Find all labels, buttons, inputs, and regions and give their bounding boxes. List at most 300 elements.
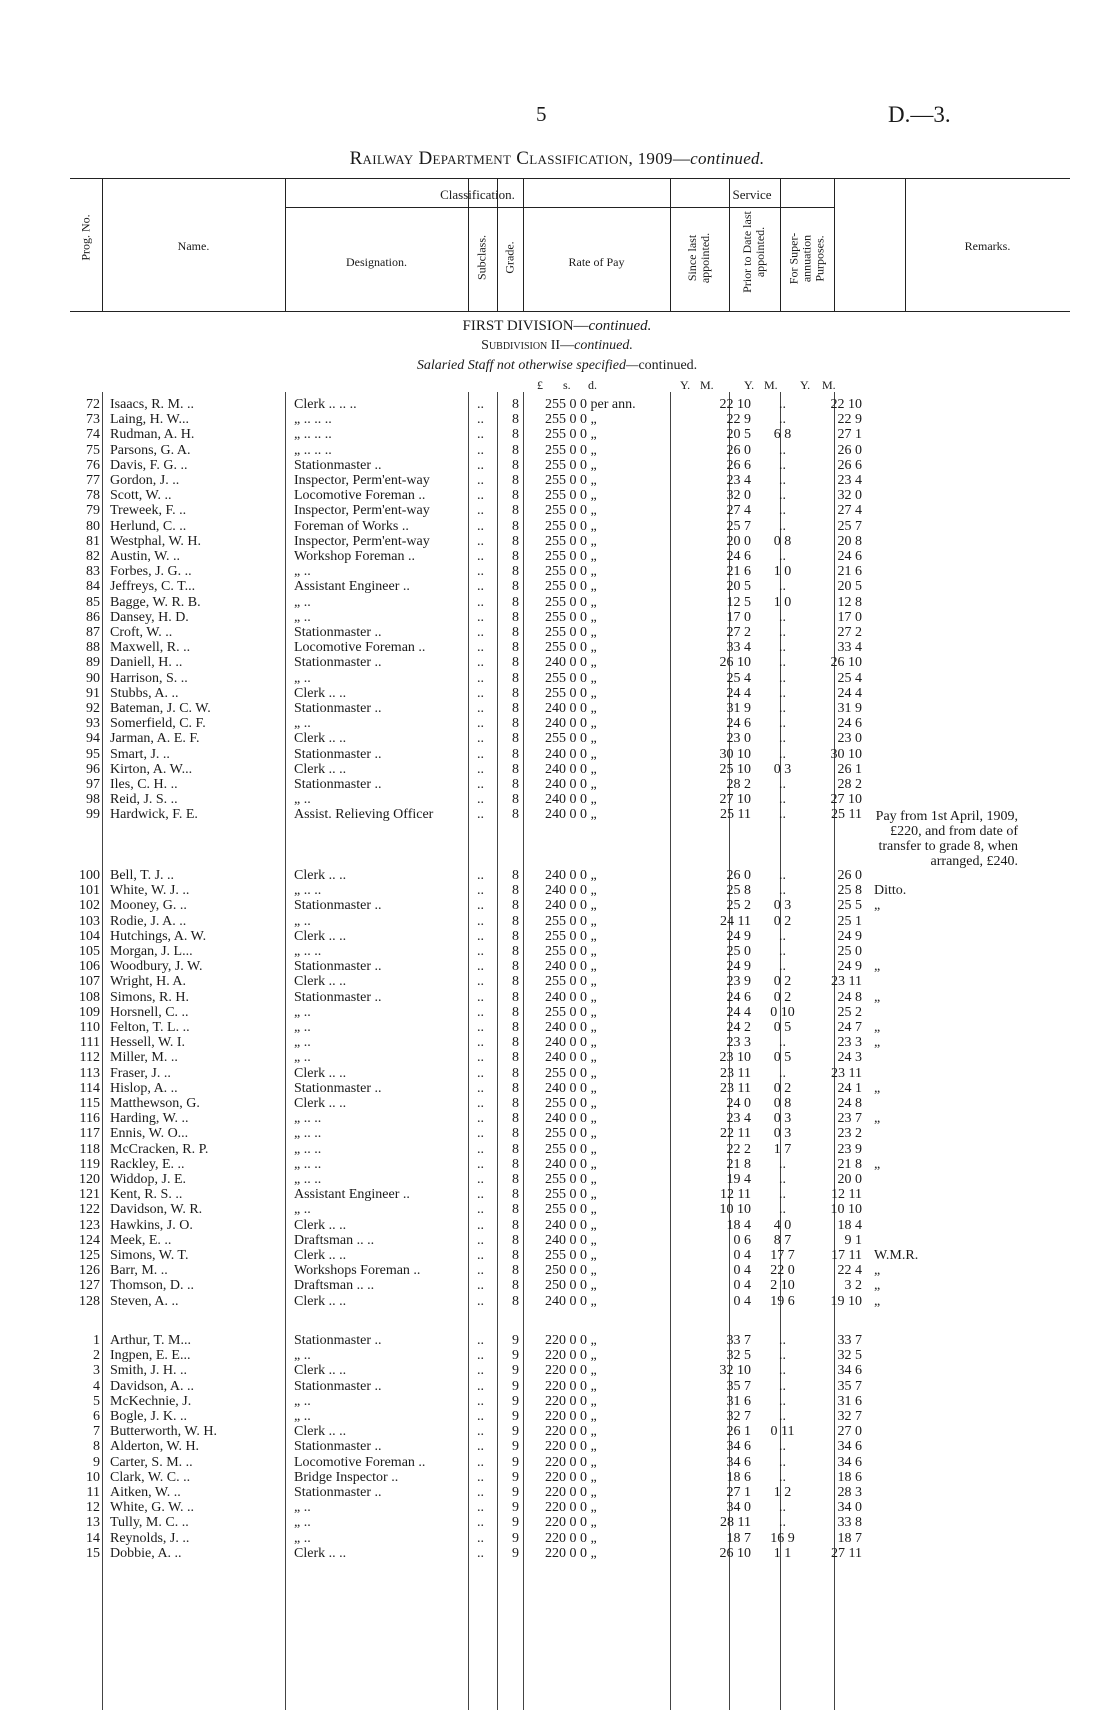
prior-to-date-cell: 0 2 (773, 989, 792, 1005)
prog-no-cell: 85 (86, 594, 100, 610)
staff-continued: continued. (638, 358, 698, 373)
designation-cell: Clerk .. .. (294, 1424, 347, 1440)
superannuation-cell: 22 4 (837, 1263, 862, 1279)
remarks-cell (868, 610, 1024, 625)
grade-cell: 8 (512, 1263, 519, 1279)
designation-cell: Inspector, Perm'ent-way (294, 503, 430, 519)
prog-no-cell: 1 (93, 1333, 100, 1348)
staff-heading (0, 358, 1114, 374)
name-cell: White, G. W. .. (110, 1500, 194, 1516)
name-cell: Alderton, W. H. (110, 1439, 200, 1455)
prog-no-cell: 86 (86, 609, 100, 625)
name-cell: Stubbs, A. .. (110, 685, 179, 701)
name-cell: Smith, J. H. .. (110, 1363, 188, 1379)
designation-cell: „ .. (294, 913, 311, 929)
prior-to-date-cell: .. (779, 1172, 786, 1188)
rate-of-pay-cell: 240 0 0 „ (545, 1080, 597, 1096)
rate-of-pay-cell: 220 0 0 „ (545, 1485, 597, 1501)
subclass-cell: .. (477, 1393, 484, 1409)
since-header: Since last appointed. (685, 232, 712, 284)
remarks-cell (868, 762, 1024, 777)
rate-of-pay-cell: 255 0 0 „ (545, 473, 597, 489)
rate-of-pay-cell: 220 0 0 „ (545, 1363, 597, 1379)
subclass-cell: .. (477, 1293, 484, 1309)
name-cell: Felton, T. L. .. (110, 1020, 190, 1036)
rate-of-pay-cell: 240 0 0 „ (545, 1232, 597, 1248)
prog-no-cell: 97 (86, 777, 100, 793)
remarks-cell (868, 1515, 1024, 1530)
table-row (70, 1294, 1024, 1309)
subclass-cell: .. (477, 640, 484, 656)
prior-to-date-cell: .. (779, 928, 786, 944)
prog-no-cell: 103 (79, 913, 100, 929)
division-continued: continued. (588, 318, 652, 334)
subclass-cell: .. (477, 488, 484, 504)
subclass-cell: .. (477, 397, 484, 412)
superannuation-cell: 22 10 (830, 397, 862, 412)
since-last-cell: 21 6 (726, 564, 751, 580)
rate-of-pay-cell: 255 0 0 „ (545, 609, 597, 625)
name-cell: Croft, W. .. (110, 625, 173, 641)
rate-of-pay-cell: 255 0 0 „ (545, 503, 597, 519)
name-cell: Westphal, W. H. (110, 533, 202, 549)
since-last-cell: 31 6 (726, 1393, 751, 1409)
prog-no-cell: 119 (79, 1156, 100, 1172)
since-last-cell: 34 6 (726, 1439, 751, 1455)
remarks-cell (868, 1531, 1024, 1546)
designation-cell: Bridge Inspector .. (294, 1469, 399, 1485)
prior-to-date-cell: .. (779, 731, 786, 747)
since-last-cell: 23 4 (726, 473, 751, 489)
superannuation-cell: 23 7 (837, 1111, 862, 1127)
designation-cell: Stationmaster .. (294, 1080, 382, 1096)
superannuation-cell: 26 0 (837, 442, 862, 458)
name-cell: Reynolds, J. .. (110, 1530, 190, 1546)
remarks-cell (868, 914, 1024, 929)
subclass-cell: .. (477, 1409, 484, 1425)
remarks-cell (868, 1050, 1024, 1065)
prog-no-cell: 82 (86, 549, 100, 565)
prior-to-date-cell: 0 8 (773, 533, 792, 549)
name-cell: Bell, T. J. .. (110, 868, 175, 883)
table-row (70, 671, 1024, 686)
grade-cell: 8 (512, 1187, 519, 1203)
superannuation-cell: 24 6 (837, 549, 862, 565)
prog-no-cell: 72 (86, 397, 100, 412)
designation-cell: Clerk .. .. (294, 868, 347, 883)
designation-cell: Stationmaster .. (294, 1485, 382, 1501)
designation-cell: „ .. .. (294, 1156, 322, 1172)
grade-cell: 8 (512, 959, 519, 975)
grade-cell: 8 (512, 716, 519, 732)
superannuation-cell: 33 8 (837, 1515, 862, 1531)
prog-no-cell: 118 (79, 1141, 100, 1157)
subclass-cell: .. (477, 412, 484, 428)
remarks-cell (868, 473, 1024, 488)
grade-cell: 8 (512, 640, 519, 656)
prior-to-date-cell: 22 0 (770, 1263, 795, 1279)
grade-cell: 8 (512, 685, 519, 701)
superannuation-cell: 20 0 (837, 1172, 862, 1188)
prog-no-cell: 10 (86, 1469, 100, 1485)
superannuation-cell: 35 7 (837, 1378, 862, 1394)
subclass-cell: .. (477, 731, 484, 747)
prog-no-cell: 80 (86, 518, 100, 534)
prior-to-date-cell: .. (779, 1515, 786, 1531)
prior-to-date-cell: .. (779, 792, 786, 808)
rate-of-pay-cell: 255 0 0 „ (545, 579, 597, 595)
title-main: Railway Department Classification (349, 148, 629, 169)
name-cell: Steven, A. .. (110, 1293, 179, 1309)
rate-of-pay-cell: 255 0 0 „ (545, 1202, 597, 1218)
table-row (70, 1157, 1024, 1172)
table-row (70, 1500, 1024, 1515)
prog-no-cell: 94 (86, 731, 100, 747)
subclass-cell: .. (477, 1378, 484, 1394)
grade-cell: 8 (512, 549, 519, 565)
grade-cell: 9 (512, 1348, 519, 1364)
superannuation-cell: 24 8 (837, 1096, 862, 1112)
name-cell: Gordon, J. .. (110, 473, 180, 489)
name-cell: Reid, J. S. .. (110, 792, 178, 808)
subclass-cell: .. (477, 1035, 484, 1051)
prog-no-cell: 99 (86, 807, 100, 823)
unit-m1: M. (700, 378, 714, 392)
prior-header: Prior to Date last appointed. (740, 211, 767, 293)
designation-cell: „ .. .. (294, 1141, 322, 1157)
superannuation-cell: 3 2 (844, 1278, 862, 1294)
grade-cell: 8 (512, 1020, 519, 1036)
prog-no-cell: 125 (79, 1248, 100, 1264)
rate-of-pay-cell: 220 0 0 „ (545, 1500, 597, 1516)
prior-to-date-cell: .. (779, 1187, 786, 1203)
superannuation-cell: 24 9 (837, 959, 862, 975)
remarks-cell (868, 1096, 1024, 1111)
grade-cell: 8 (512, 1126, 519, 1142)
rate-of-pay-cell: 240 0 0 „ (545, 807, 597, 823)
remarks-cell (868, 1500, 1024, 1515)
prog-no-cell: 122 (79, 1202, 100, 1218)
since-last-cell: 26 10 (719, 655, 751, 671)
prior-to-date-cell: .. (779, 1454, 786, 1470)
prog-no-cell: 91 (86, 685, 100, 701)
prog-no-cell: 112 (79, 1050, 100, 1066)
table-row (70, 534, 1024, 549)
since-last-cell: 0 6 (733, 1232, 751, 1248)
since-last-cell: 24 11 (720, 913, 751, 929)
designation-cell: „ .. .. (294, 1172, 322, 1188)
grade-cell: 8 (512, 701, 519, 717)
rate-of-pay-cell: 250 0 0 „ (545, 1263, 597, 1279)
since-last-cell: 0 4 (733, 1293, 751, 1309)
superannuation-cell: 31 9 (837, 701, 862, 717)
name-cell: Barr, M. .. (110, 1263, 168, 1279)
superannuation-cell: 33 4 (837, 640, 862, 656)
prog-no-cell: 13 (86, 1515, 100, 1531)
classification-header: Classification. (440, 187, 515, 202)
since-last-cell: 27 1 (726, 1485, 751, 1501)
remarks-cell (868, 944, 1024, 959)
table-row (70, 488, 1024, 503)
rate-of-pay-cell: 255 0 0 „ (545, 1096, 597, 1112)
prior-to-date-cell: 1 2 (773, 1485, 792, 1501)
superannuation-cell: 21 8 (837, 1156, 862, 1172)
remarks-cell (868, 1172, 1024, 1187)
rate-of-pay-cell: 240 0 0 „ (545, 1293, 597, 1309)
remarks-cell (868, 686, 1024, 701)
superannuation-cell: 25 4 (837, 670, 862, 686)
rate-of-pay-cell: 240 0 0 „ (545, 701, 597, 717)
table-row (70, 473, 1024, 488)
rate-of-pay-cell: 255 0 0 „ (545, 625, 597, 641)
remarks-cell (868, 1333, 1024, 1348)
prog-no-cell: 113 (79, 1065, 100, 1081)
prior-to-date-cell: .. (779, 1393, 786, 1409)
designation-cell: Clerk .. .. .. (294, 397, 357, 412)
superannuation-cell: 34 6 (837, 1439, 862, 1455)
rate-of-pay-cell: 220 0 0 „ (545, 1545, 597, 1561)
subclass-cell: .. (477, 1439, 484, 1455)
since-last-cell: 23 11 (720, 1080, 751, 1096)
rate-of-pay-cell: 220 0 0 „ (545, 1348, 597, 1364)
superannuation-cell: 20 8 (837, 533, 862, 549)
designation-cell: Stationmaster .. (294, 746, 382, 762)
designation-cell: Assistant Engineer .. (294, 1187, 410, 1203)
prog-no-cell: 108 (79, 989, 100, 1005)
superannuation-cell: 31 6 (837, 1393, 862, 1409)
prog-no-cell: 9 (93, 1454, 100, 1470)
designation-cell: Locomotive Foreman .. (294, 1454, 426, 1470)
grade-cell: 8 (512, 1096, 519, 1112)
table-row (70, 1531, 1024, 1546)
subclass-cell: .. (477, 549, 484, 565)
table-row (70, 1066, 1024, 1081)
prior-to-date-cell: .. (779, 959, 786, 975)
superannuation-cell: 26 1 (837, 761, 862, 777)
prior-to-date-cell: .. (779, 883, 786, 899)
designation-cell: Assist. Relieving Officer (294, 807, 434, 823)
prior-to-date-cell: .. (779, 640, 786, 656)
since-last-cell: 25 4 (726, 670, 751, 686)
name-cell: Tully, M. C. .. (110, 1515, 189, 1531)
rate-of-pay-cell: 255 0 0 „ (545, 442, 597, 458)
rate-of-pay-cell: 240 0 0 „ (545, 883, 597, 899)
prog-no-cell: 95 (86, 746, 100, 762)
grade-cell: 8 (512, 913, 519, 929)
since-last-cell: 24 6 (726, 989, 751, 1005)
table-row (70, 990, 1024, 1005)
designation-cell: Stationmaster .. (294, 701, 382, 717)
superannuation-cell: 27 0 (837, 1424, 862, 1440)
table-row (70, 716, 1024, 731)
rate-of-pay-cell: 240 0 0 „ (545, 1217, 597, 1233)
table-row (70, 959, 1024, 974)
subdivision-text: Subdivision II— (481, 338, 575, 353)
name-cell: Scott, W. .. (110, 488, 172, 504)
grade-cell: 8 (512, 974, 519, 990)
designation-cell: Assistant Engineer .. (294, 579, 410, 595)
remarks-cell: „ (874, 898, 881, 914)
superannuation-cell: 23 11 (831, 974, 862, 990)
superannuation-cell: 23 2 (837, 1126, 862, 1142)
super-header: For Super-annuation Purposes. (786, 232, 827, 285)
since-last-cell: 0 4 (733, 1263, 751, 1279)
name-cell: Meek, E. .. (110, 1232, 172, 1248)
grade-cell: 8 (512, 807, 519, 823)
name-cell: Morgan, J. L... (110, 944, 193, 960)
name-cell: Aitken, W. .. (110, 1485, 181, 1501)
prog-no-header: Prog. No. (78, 214, 93, 261)
remarks-cell (868, 564, 1024, 579)
since-last-cell: 28 11 (720, 1515, 751, 1531)
remarks-cell (868, 1218, 1024, 1233)
table-row (70, 792, 1024, 807)
prior-to-date-cell: .. (779, 1202, 786, 1218)
table-row (70, 1233, 1024, 1248)
rate-of-pay-cell: 240 0 0 „ (545, 898, 597, 914)
subclass-cell: .. (477, 1156, 484, 1172)
remarks-cell (868, 868, 1024, 883)
name-cell: Widdop, J. E. (110, 1172, 187, 1188)
table-row (70, 1187, 1024, 1202)
table-row (70, 929, 1024, 944)
superannuation-cell: 24 4 (837, 685, 862, 701)
since-last-cell: 30 10 (719, 746, 751, 762)
table-row (70, 1348, 1024, 1363)
since-last-cell: 26 0 (726, 442, 751, 458)
prog-no-cell: 123 (79, 1217, 100, 1233)
remarks-cell (868, 503, 1024, 518)
name-cell: Kirton, A. W... (110, 761, 193, 777)
prior-to-date-cell: .. (779, 1035, 786, 1051)
subclass-cell: .. (477, 959, 484, 975)
rate-of-pay-cell: 255 0 0 „ (545, 685, 597, 701)
remarks-cell (868, 1142, 1024, 1157)
table-row (70, 777, 1024, 792)
superannuation-cell: 30 10 (830, 746, 862, 762)
rate-of-pay-cell: 255 0 0 „ (545, 427, 597, 443)
designation-cell: „ .. (294, 1500, 311, 1516)
prior-to-date-cell: .. (779, 397, 786, 412)
rate-of-pay-cell: 255 0 0 „ (545, 594, 597, 610)
prog-no-cell: 77 (86, 473, 100, 489)
prior-to-date-cell: .. (779, 777, 786, 793)
grade-cell: 8 (512, 928, 519, 944)
prior-to-date-cell: .. (779, 685, 786, 701)
since-last-cell: 27 4 (726, 503, 751, 519)
table-row (70, 1020, 1024, 1035)
prior-to-date-cell: 1 1 (773, 1545, 792, 1561)
subclass-cell: .. (477, 701, 484, 717)
since-last-cell: 23 10 (719, 1050, 751, 1066)
designation-cell: Draftsman .. .. (294, 1278, 375, 1294)
prog-no-cell: 6 (93, 1409, 100, 1425)
prior-to-date-cell: 16 9 (770, 1530, 795, 1546)
subclass-cell: .. (477, 1202, 484, 1218)
subclass-cell: .. (477, 989, 484, 1005)
since-last-cell: 24 4 (726, 685, 751, 701)
prog-no-cell: 126 (79, 1263, 100, 1279)
rate-of-pay-cell: 255 0 0 „ (545, 564, 597, 580)
subclass-cell: .. (477, 1217, 484, 1233)
remarks-cell (868, 1394, 1024, 1409)
subdivision-continued: continued. (574, 338, 633, 353)
unit-y1: Y. (680, 378, 691, 392)
superannuation-cell: 25 8 (837, 883, 862, 899)
name-cell: Hawkins, J. O. (110, 1217, 193, 1233)
table-row (70, 1172, 1024, 1187)
remarks-header: Remarks. (964, 239, 1011, 253)
designation-cell: Stationmaster .. (294, 777, 382, 793)
subclass-cell: .. (477, 442, 484, 458)
superannuation-cell: 24 1 (837, 1080, 862, 1096)
rate-of-pay-cell: 255 0 0 „ (545, 518, 597, 534)
since-last-cell: 23 4 (726, 1111, 751, 1127)
designation-cell: Draftsman .. .. (294, 1232, 375, 1248)
remarks-cell (868, 1546, 1024, 1561)
grade-cell: 8 (512, 670, 519, 686)
prior-to-date-cell: .. (779, 1348, 786, 1364)
grade-cell: 9 (512, 1500, 519, 1516)
remarks-cell (868, 716, 1024, 731)
service-header: Service (732, 187, 772, 202)
prog-no-cell: 93 (86, 716, 100, 732)
subclass-cell: .. (477, 1278, 484, 1294)
prog-no-cell: 104 (79, 928, 100, 944)
grade-cell: 9 (512, 1439, 519, 1455)
designation-cell: „ .. (294, 1202, 311, 1218)
since-last-cell: 24 9 (726, 928, 751, 944)
unit-d: d. (588, 378, 597, 392)
grade-header: Grade. (502, 241, 517, 274)
prog-no-cell: 92 (86, 701, 100, 717)
designation-cell: „ .. (294, 1035, 311, 1051)
rate-of-pay-cell: 255 0 0 „ (545, 1004, 597, 1020)
prior-to-date-cell: .. (779, 1065, 786, 1081)
designation-cell: Stationmaster .. (294, 655, 382, 671)
grade-cell: 9 (512, 1424, 519, 1440)
designation-cell: „ .. (294, 1050, 311, 1066)
table-row (70, 1096, 1024, 1111)
grade-cell: 9 (512, 1363, 519, 1379)
name-cell: Ennis, W. O... (110, 1126, 189, 1142)
table-row (70, 914, 1024, 929)
superannuation-cell: 28 2 (837, 777, 862, 793)
since-last-cell: 32 10 (719, 1363, 751, 1379)
subclass-cell: .. (477, 503, 484, 519)
designation-cell: Stationmaster .. (294, 989, 382, 1005)
prog-no-cell: 4 (93, 1378, 100, 1394)
prog-no-cell: 98 (86, 792, 100, 808)
name-cell: Daniell, H. .. (110, 655, 183, 671)
name-cell: Maxwell, R. .. (110, 640, 191, 656)
subclass-cell: .. (477, 1096, 484, 1112)
subclass-cell: .. (477, 457, 484, 473)
name-cell: Clark, W. C. .. (110, 1469, 191, 1485)
name-cell: Hessell, W. I. (110, 1035, 186, 1051)
subclass-cell: .. (477, 913, 484, 929)
prog-no-cell: 90 (86, 670, 100, 686)
remarks-cell (868, 1470, 1024, 1485)
name-cell: Fraser, J. .. (110, 1065, 171, 1081)
subdivision-heading (0, 338, 1114, 354)
remarks-cell: „ (874, 1278, 881, 1294)
designation-cell: „ .. .. (294, 883, 322, 899)
remarks-cell (868, 655, 1024, 670)
superannuation-cell: 21 6 (837, 564, 862, 580)
remarks-cell: „ (874, 1111, 881, 1127)
subclass-cell: .. (477, 1424, 484, 1440)
